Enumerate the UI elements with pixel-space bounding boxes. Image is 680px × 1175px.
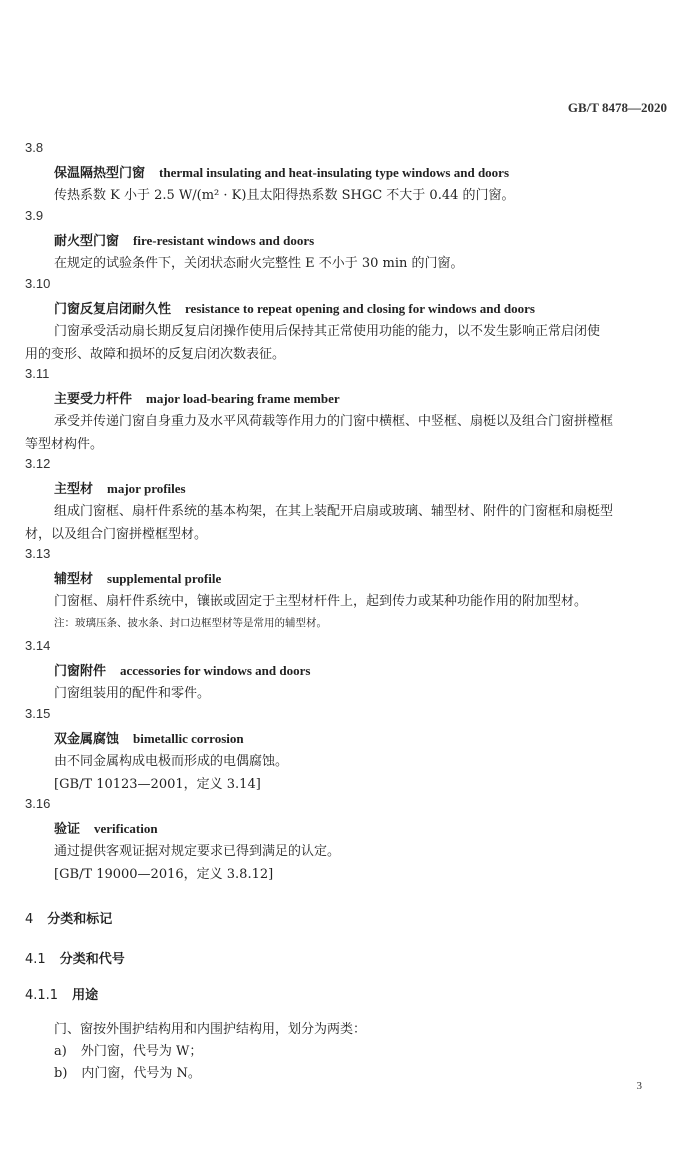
term-line bbox=[54, 162, 509, 181]
entry-number: 3.11 bbox=[25, 366, 50, 381]
term-zh: 主型材 bbox=[54, 482, 94, 497]
term-line bbox=[54, 660, 310, 679]
subsubsection-label: 用途 bbox=[72, 988, 99, 1003]
term-zh: 耐火型门窗 bbox=[54, 234, 120, 249]
subsection-number: 4.1 bbox=[25, 952, 46, 967]
term-en: resistance to repeat opening and closing for windows and doors bbox=[185, 301, 535, 316]
subsubsection-heading bbox=[25, 984, 98, 1003]
source-citation: [GB/T 19000—2016，定义 3.8.12] bbox=[54, 867, 274, 882]
term-zh: 主要受力杆件 bbox=[54, 392, 133, 407]
definition: 门窗框、扇杆件系统中，镶嵌或固定于主型材杆件上，起到传力或某种功能作用的附加型材。 bbox=[54, 594, 588, 609]
entry-number: 3.9 bbox=[25, 208, 44, 223]
term-en: major load-bearing frame member bbox=[146, 391, 340, 406]
entry-number: 3.10 bbox=[25, 276, 51, 291]
definition: 门窗组装用的配件和零件。 bbox=[54, 686, 211, 701]
term-line bbox=[54, 728, 244, 747]
definition: 组成门窗框、扇杆件系统的基本构架，在其上装配开启扇或玻璃、辅型材、附件的门窗框和扇梃型 bbox=[54, 504, 614, 519]
term-zh: 门窗附件 bbox=[54, 664, 107, 679]
page-number: 3 bbox=[636, 1080, 642, 1092]
term-line bbox=[54, 298, 535, 317]
term-en: fire-resistant windows and doors bbox=[133, 233, 315, 248]
subsubsection-number: 4.1.1 bbox=[25, 988, 59, 1003]
list-text: 内门窗，代号为 N。 bbox=[81, 1066, 201, 1081]
term-en: supplemental profile bbox=[107, 571, 222, 586]
term-en: major profiles bbox=[107, 481, 186, 496]
definition: 承受并传递门窗自身重力及水平风荷载等作用力的门窗中横框、中竖框、扇梃以及组合门窗拼樘框 bbox=[54, 414, 614, 429]
standard-code: GB/T 8478—2020 bbox=[567, 100, 667, 115]
term-zh: 双金属腐蚀 bbox=[54, 732, 120, 747]
list-marker: b) bbox=[54, 1066, 68, 1081]
entry-number: 3.14 bbox=[25, 638, 51, 653]
entry-number: 3.13 bbox=[25, 546, 51, 561]
term-zh: 门窗反复启闭耐久性 bbox=[54, 302, 172, 317]
term-line bbox=[54, 818, 158, 837]
term-zh: 验证 bbox=[54, 822, 81, 837]
section-label: 分类和标记 bbox=[47, 912, 113, 927]
term-line bbox=[54, 230, 314, 249]
entry-number: 3.12 bbox=[25, 456, 51, 471]
definition-continued: 等型材构件。 bbox=[25, 437, 104, 452]
entry-number: 3.16 bbox=[25, 796, 51, 811]
term-line bbox=[54, 388, 340, 407]
definition: 由不同金属构成电极而形成的电偶腐蚀。 bbox=[54, 754, 289, 769]
term-en: verification bbox=[94, 821, 158, 836]
term-line bbox=[54, 478, 186, 497]
list-text: 外门窗，代号为 W； bbox=[80, 1044, 203, 1059]
definition-continued: 用的变形、故障和损坏的反复启闭次数表征。 bbox=[25, 347, 286, 362]
paragraph: 门、窗按外围护结构用和内围护结构用，划分为两类： bbox=[54, 1022, 367, 1037]
entry-number: 3.15 bbox=[25, 706, 51, 721]
entry-number: 3.8 bbox=[25, 140, 44, 155]
subsection-heading bbox=[25, 948, 125, 967]
term-line bbox=[54, 568, 221, 587]
definition: 通过提供客观证据对规定要求已得到满足的认定。 bbox=[54, 844, 341, 859]
note: 注：玻璃压条、披水条、封口边框型材等是常用的辅型材。 bbox=[54, 617, 327, 629]
term-en: accessories for windows and doors bbox=[120, 663, 311, 678]
list-item bbox=[54, 1040, 202, 1059]
section-heading bbox=[25, 908, 112, 927]
definition: 在规定的试验条件下，关闭状态耐火完整性 E 不小于 30 min 的门窗。 bbox=[54, 256, 464, 271]
list-item bbox=[54, 1062, 201, 1081]
definition: 传热系数 K 小于 2.5 W/(m² · K)且太阳得热系数 SHGC 不大于 0.44 的门窗。 bbox=[54, 188, 515, 203]
section-number: 4 bbox=[25, 912, 34, 927]
definition-continued: 材，以及组合门窗拼樘框型材。 bbox=[25, 527, 208, 542]
term-en: bimetallic corrosion bbox=[133, 731, 244, 746]
source-citation: [GB/T 10123—2001，定义 3.14] bbox=[54, 777, 261, 792]
subsection-label: 分类和代号 bbox=[59, 952, 125, 967]
term-zh: 保温隔热型门窗 bbox=[54, 166, 146, 181]
term-zh: 辅型材 bbox=[54, 572, 94, 587]
term-en: thermal insulating and heat-insulating type windows and doors bbox=[159, 165, 510, 180]
definition: 门窗承受活动扇长期反复启闭操作使用后保持其正常使用功能的能力，以不发生影响正常启闭使 bbox=[54, 324, 601, 339]
list-marker: a) bbox=[54, 1044, 67, 1059]
